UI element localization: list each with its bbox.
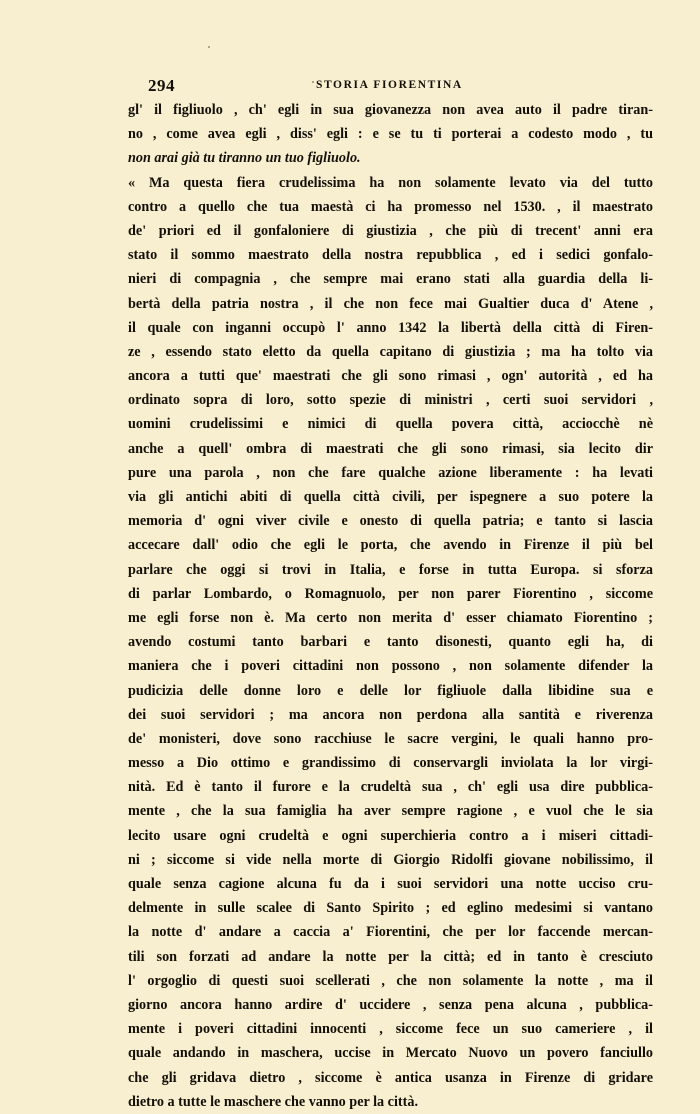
text-line: gl' il figliuolo , ch' egli in sua giovanezza non avea auto il padre tiran- [128, 102, 653, 118]
text-line: dietro a tutte le maschere che vanno per la città. [128, 1093, 418, 1110]
text-line: accecare dall' odio che egli le porta, che avendo in Firenze il più bel [128, 537, 653, 554]
text-line: via gli antichi abiti di quella città civili, per ispegnere a suo potere la [128, 489, 653, 505]
text-line: ni ; siccome si vide nella morte di Giorgio Ridolfi giovane nobilissimo, il [128, 851, 653, 868]
text-line: quale senza cagione alcuna fu da i suoi servidori una notte ucciso cru- [128, 876, 653, 892]
text-line: de' priori ed il gonfaloniere di giustizia , che più di trecent' anni era [128, 222, 653, 239]
text-line: messo a Dio ottimo e grandissimo di conservargli inviolata la lor virgi- [128, 755, 653, 772]
text-line: stato il sommo maestrato della nostra repubblica , ed i sedici gonfalo- [128, 247, 653, 264]
text-line: contro a quello che tua maestà ci ha promesso nel 1530. , il maestrato [128, 198, 653, 215]
text-line: giorno ancora hanno ardire d' uccidere , senza pena alcuna , pubblica- [128, 996, 653, 1013]
text-line: il quale con inganni occupò l' anno 1342 la libertà della città di Firen- [128, 319, 653, 336]
text-line: maniera che i poveri cittadini non possono , non solamente difender la [128, 658, 653, 675]
page-header [148, 76, 558, 98]
text-line: parlare che oggi si trovi in Italia, e forse in tutta Europa. si sforza [128, 561, 653, 578]
text-line: di parlar Lombardo, o Romagnuolo, per non parer Fiorentino , siccome [128, 585, 653, 602]
text-line: nità. Ed è tanto il furore e la crudeltà sua , ch' egli usa dire pubblica- [128, 779, 653, 796]
text-line: avendo costumi tanto barbari e tanto disonesti, quanto egli ha, di [128, 634, 653, 651]
text-line: pudicizia delle donne loro e delle lor figliuole dalla libidine sua e [128, 682, 653, 699]
text-line: non arai già tu tiranno un tuo figliuolo. [128, 150, 361, 167]
text-line: nieri di compagnia , che sempre mai erano stati alla guardia della li- [128, 271, 653, 288]
text-line: ze , essendo stato eletto da quella capitano di giustizia ; ma ha tolto via [128, 343, 653, 360]
paper-speck [208, 46, 210, 48]
text-line: mente , che la sua famiglia ha aver sempre ragione , e vuol che le sia [128, 803, 653, 820]
text-line: che gli gridava dietro , siccome è antica usanza in Firenze di gridare [128, 1069, 653, 1086]
text-line: no , come avea egli , diss' egli : e se tu ti porterai a codesto modo , tu [128, 126, 653, 143]
text-line: « Ma questa fiera crudelissima ha non solamente levato via del tutto [128, 174, 653, 191]
text-line: lecito usare ogni crudeltà e ogni superchieria contro a i miseri cittadi- [128, 827, 653, 844]
text-line: me egli forse non è. Ma certo non merita d' esser chiamato Fiorentino ; [128, 609, 653, 626]
running-title: STORIA FIORENTINA [316, 79, 463, 91]
text-line: dei suoi servidori ; ma ancora non perdona alla santità e riverenza [128, 706, 653, 723]
text-line: memoria d' ogni viver civile e onesto di quella patria; e tanto si lascia [128, 513, 653, 530]
text-line: ordinato sopra di loro, sotto spezie di ministri , certi suoi servidori , [128, 392, 653, 409]
text-line: la notte d' andare a caccia a' Fiorentini, che per lor faccende mercan- [128, 924, 653, 941]
text-line: tili son forzati ad andare la notte per la città; ed in tanto è cresciuto [128, 948, 653, 965]
text-line: delmente in sulle scalee di Santo Spirito ; ed eglino medesimi si vantano [128, 900, 653, 917]
text-line: l' orgoglio di questi suoi scellerati , che non solamente la notte , ma il [128, 972, 653, 989]
page-number: 294 [148, 76, 175, 95]
text-line: bertà della patria nostra , il che non fece mai Gualtier duca d' Atene , [128, 295, 653, 312]
text-line: uomini crudelissimi e nimici di quella povera città, acciocchè nè [128, 416, 653, 433]
text-line: pure una parola , non che fare qualche azione liberamente : ha levati [128, 464, 653, 481]
text-line: de' monisteri, dove sono racchiuse le sacre vergini, le quali hanno pro- [128, 730, 653, 747]
text-line: ancora a tutti que' maestrati che gli sono rimasi , ogn' autorità , ed ha [128, 368, 653, 385]
text-line: mente i poveri cittadini innocenti , siccome fece un suo cameriere , il [128, 1021, 653, 1038]
text-line: quale andando in maschera, uccise in Mercato Nuovo un povero fanciullo [128, 1045, 653, 1062]
text-line: anche a quell' ombra di maestrati che gli sono rimasi, sia lecito dir [128, 440, 653, 457]
body-text [128, 98, 653, 1114]
